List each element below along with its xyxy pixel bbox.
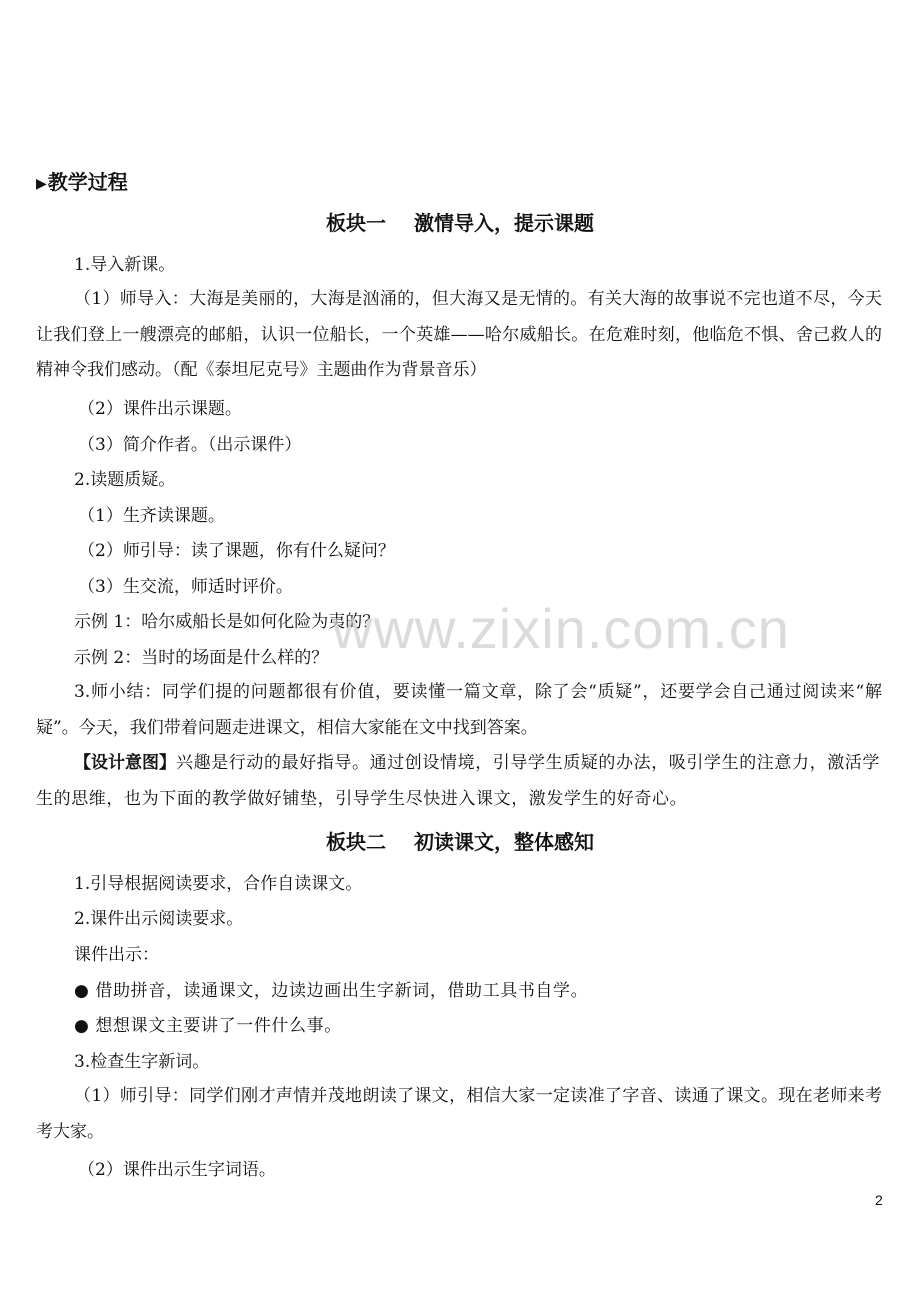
line-example-2: 示例 2：当时的场面是什么样的？ [74, 648, 329, 668]
bullet-item-main-idea: ● 想想课文主要讲了一件什么事。 [74, 1016, 342, 1036]
design-intent-text: 兴趣是行动的最好指导。通过创设情境，引导学生质疑的办法，吸引学生的注意力，激活学生的思维，也为下面的教学做好铺垫，引导学生尽快进入课文，激发学生的好奇心。 [36, 753, 880, 809]
paragraph-design-intent [36, 746, 882, 817]
line-reading-requirements: 2.课件出示阅读要求。 [74, 909, 244, 929]
design-intent-label: 【设计意图】 [74, 753, 176, 773]
line-intro-new-lesson: 1.导入新课。 [74, 255, 176, 275]
line-read-question: 2.读题质疑。 [74, 470, 176, 490]
line-teacher-guide: （2）师引导：读了课题，你有什么疑问？ [78, 541, 395, 561]
triangle-marker-icon: ▶ [36, 176, 47, 192]
line-read-together: （1）生齐读课题。 [78, 506, 225, 526]
paragraph-teacher-summary: 3.师小结：同学们提的问题都很有价值，要读懂一篇文章，除了会“质疑”，还要学会自己通过阅读来“解疑”。今天，我们带着问题走进课文，相信大家能在文中找到答案。 [36, 682, 882, 738]
block1-title [0, 210, 920, 236]
line-show-new-words: （2）课件出示生字词语。 [78, 1160, 276, 1180]
line-student-exchange: （3）生交流，师适时评价。 [78, 577, 293, 597]
watermark-text: www.zixin.com.cn [332, 597, 790, 660]
line-show-title: （2）课件出示课题。 [78, 399, 242, 419]
section-heading [36, 169, 128, 197]
bullet-item-pinyin: ● 借助拼音，读通课文，边读边画出生字新词，借助工具书自学。 [74, 981, 589, 1001]
block2-title-text: 初读课文，整体感知 [414, 830, 594, 854]
block2-title-number: 板块二 [326, 830, 386, 854]
line-example-1: 示例 1：哈尔威船长是如何化险为夷的？ [74, 612, 380, 632]
line-author-intro: （3）简介作者。（出示课件） [78, 435, 302, 455]
line-courseware-shows: 课件出示： [74, 945, 159, 965]
block2-title [0, 829, 920, 855]
section-heading-text: 教学过程 [47, 170, 128, 194]
block1-title-text: 激情导入，提示课题 [414, 211, 594, 235]
line-check-new-words: 3.检查生字新词。 [74, 1052, 210, 1072]
line-cooperative-reading: 1.引导根据阅读要求，合作自读课文。 [74, 874, 363, 894]
paragraph-teacher-guide-words: （1）师引导：同学们刚才声情并茂地朗读了课文，相信大家一定读准了字音、读通了课文。现在老师来考考大家。 [36, 1086, 882, 1142]
paragraph-teacher-intro: （1）师导入：大海是美丽的，大海是汹涌的，但大海又是无情的。有关大海的故事说不完也道不尽，今天让我们登上一艘漂亮的邮船，认识一位船长，一个英雄——哈尔威船长。在危难时刻，他临危不惧、舍己救人的精神令我们感动。（配《泰坦尼克号》主题曲作为背景音乐） [36, 289, 882, 380]
page-number: 2 [875, 1192, 883, 1208]
block1-title-number: 板块一 [326, 211, 386, 235]
